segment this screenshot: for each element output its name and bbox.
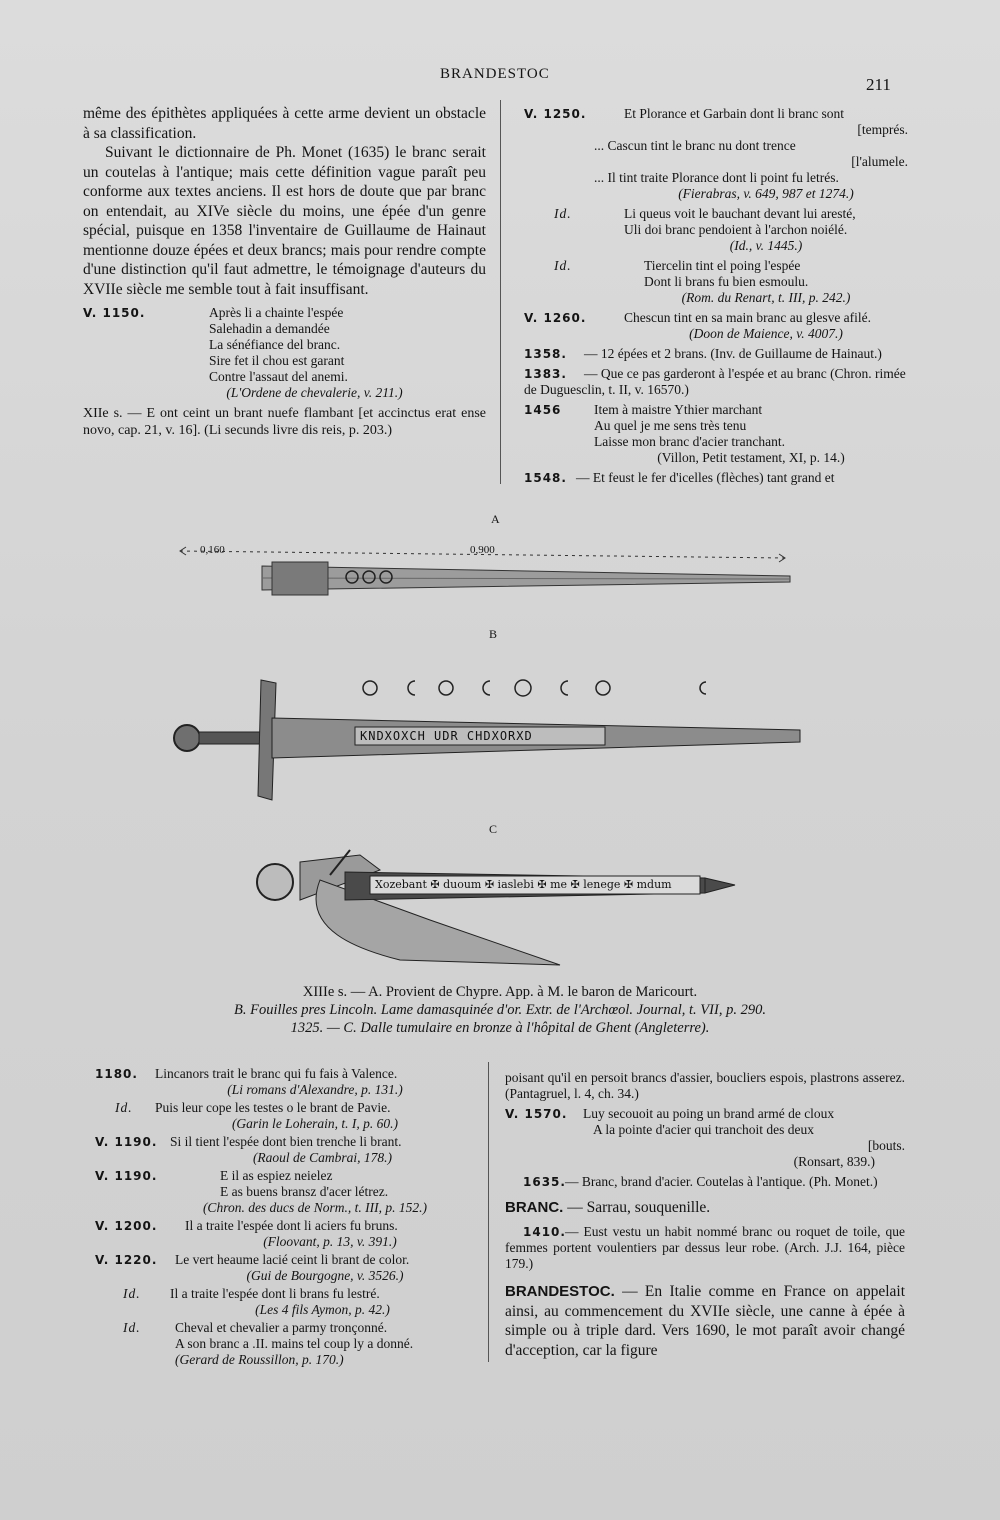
verse-line: Luy secouoit au poing un brand armé de cloux bbox=[583, 1106, 835, 1121]
figure-caption: 1325. — C. Dalle tumulaire en bronze à l'hôpital de Ghent (Angleterre). bbox=[290, 1020, 710, 1036]
ornament-circle bbox=[596, 681, 610, 695]
scale-label-right: 0,900 bbox=[470, 544, 495, 556]
verse-line: [temprés. bbox=[857, 122, 908, 137]
verse-line: E il as espiez neielez bbox=[220, 1168, 333, 1183]
entry-source: (Gerard de Roussillon, p. 170.) bbox=[175, 1352, 344, 1367]
entry-date: Id. bbox=[554, 206, 572, 221]
verse-entry bbox=[95, 1286, 475, 1318]
verse-line: ... Cascun tint le branc nu dont trence bbox=[594, 138, 796, 153]
entry-source: (Garin le Loherain, t. I, p. 60.) bbox=[231, 1116, 399, 1131]
verse-entry bbox=[505, 1174, 905, 1190]
dictionary-entry bbox=[505, 1282, 905, 1360]
verse-entry bbox=[505, 1224, 905, 1272]
entry-date: 1180. bbox=[95, 1067, 138, 1081]
entry-source: (L'Ordene de chevalerie, v. 211.) bbox=[226, 385, 403, 400]
running-title: BRANDESTOC bbox=[440, 66, 550, 82]
entry-date: 1456 bbox=[524, 403, 562, 417]
entry-date: 1358. bbox=[524, 347, 567, 361]
sword-c-tip bbox=[705, 878, 735, 893]
bottom-right-column bbox=[505, 1070, 905, 1360]
entry-date: 1548. bbox=[524, 471, 567, 485]
sword-c-pommel bbox=[257, 864, 293, 900]
verse-line: Chescun tint en sa main branc au glesve afilé. bbox=[624, 310, 872, 325]
entry-date: 1635. bbox=[523, 1175, 566, 1189]
entry-source: (Fierabras, v. 649, 987 et 1274.) bbox=[678, 186, 854, 201]
entry-date: V. 1150. bbox=[83, 306, 146, 320]
entry-text: — Branc, brand d'acier. Coutelas à l'antique. (Ph. Monet.) bbox=[565, 1174, 878, 1189]
ornament-circle bbox=[363, 681, 377, 695]
verse-line: Lincanors trait le branc qui fu fais à Valence. bbox=[155, 1066, 398, 1081]
entry-date: Id. bbox=[554, 258, 572, 273]
entry-date: 1383. bbox=[524, 367, 567, 381]
verse-line: Uli doi branc pendoient à l'archon noiélé. bbox=[624, 222, 848, 237]
entry-date: V. 1570. bbox=[505, 1107, 568, 1121]
verse-line: E as buens bransz d'acer létrez. bbox=[220, 1184, 389, 1199]
entry-text: — 12 épées et 2 brans. (Inv. de Guillaume de Hainaut.) bbox=[584, 346, 882, 361]
verse-line: Au quel je me sens très tenu bbox=[594, 418, 747, 433]
sword-b-pommel bbox=[174, 725, 200, 751]
entry-date: Id. bbox=[123, 1320, 141, 1335]
entry-source: (Id., v. 1445.) bbox=[729, 238, 803, 253]
entry-date: V. 1190. bbox=[95, 1169, 158, 1183]
dictionary-entry bbox=[505, 1200, 905, 1216]
ornament-crescent bbox=[700, 682, 706, 694]
entry-date: Id. bbox=[115, 1100, 133, 1115]
paragraph: même des épithètes appliquées à cette arme devient un obstacle à sa classification. bbox=[83, 105, 486, 142]
verse-line: A la pointe d'acier qui tranchoit des deux bbox=[593, 1122, 814, 1137]
verse-line: Sire fet il chou est garant bbox=[209, 353, 345, 368]
entry-source: (Doon de Maience, v. 4007.) bbox=[689, 326, 843, 341]
ornament-crescent bbox=[408, 681, 415, 695]
verse-line: Si il tient l'espée dont bien trenche li brant. bbox=[170, 1134, 402, 1149]
entry-source: (Chron. des ducs de Norm., t. III, p. 152.) bbox=[202, 1200, 428, 1215]
verse-entry bbox=[95, 1134, 475, 1166]
entry-date: V. 1250. bbox=[524, 107, 587, 121]
ornament-circle bbox=[439, 681, 453, 695]
verse-line: [bouts. bbox=[867, 1138, 905, 1153]
entry-text: XIIe s. — E ont ceint un brant nuefe flambant [et accinctus erat ense novo, cap. 21, v. 16]. (Li secunds livre dis reis, p. 203.) bbox=[83, 406, 486, 438]
sword-b-ornament-row bbox=[363, 680, 706, 696]
entry-source: (Rom. du Renart, t. III, p. 242.) bbox=[681, 290, 851, 305]
verse-entry bbox=[95, 1320, 475, 1368]
ornament-knot bbox=[515, 680, 531, 696]
verse-line: Laisse mon branc d'acier tranchant. bbox=[594, 434, 785, 449]
entry-date: 1410. bbox=[523, 1225, 566, 1239]
sword-a-hilt bbox=[272, 562, 328, 595]
entry-source: (Floovant, p. 13, v. 391.) bbox=[263, 1234, 397, 1249]
verse-line: Le vert heaume lacié ceint li brant de color. bbox=[175, 1252, 410, 1267]
entry-source: (Les 4 fils Aymon, p. 42.) bbox=[255, 1302, 390, 1317]
verse-entry bbox=[95, 1100, 475, 1132]
sword-b-grip bbox=[199, 732, 261, 744]
bottom-left-column bbox=[95, 1066, 475, 1368]
verse-line: Dont li brans fu bien esmoulu. bbox=[644, 274, 809, 289]
verse-line: Contre l'assaut del anemi. bbox=[209, 369, 348, 384]
figure-label-a: A bbox=[491, 512, 500, 526]
entry-date: V. 1190. bbox=[95, 1135, 158, 1149]
verse-line: Et Plorance et Garbain dont li branc sont bbox=[624, 106, 845, 121]
verse-entry bbox=[95, 1168, 475, 1216]
entry-text: — Que ce pas garderont à l'espée et au branc (Chron. rimée de Duguesclin, t. II, v. 16570.) bbox=[524, 366, 906, 397]
entry-date: V. 1200. bbox=[95, 1219, 158, 1233]
sword-a bbox=[262, 562, 790, 595]
verse-line: ... Il tint traite Plorance dont li point fu letrés. bbox=[594, 170, 839, 185]
verse-line: Item à maistre Ythier marchant bbox=[594, 402, 763, 417]
entry-date: V. 1260. bbox=[524, 311, 587, 325]
ornament-crescent bbox=[483, 681, 490, 695]
sword-b-inscription: KNDXOXCH UDR CHDXORXD bbox=[360, 729, 533, 743]
verse-line: A son branc a .II. mains tel coup ly a donné. bbox=[175, 1336, 414, 1351]
verse-line: La sénéfiance del branc. bbox=[209, 337, 341, 352]
verse-line: Li queus voit le bauchant devant lui aresté, bbox=[624, 206, 856, 221]
figure-caption: B. Fouilles pres Lincoln. Lame damasquinée d'or. Extr. de l'Archœol. Journal, t. VII, p. 290. bbox=[234, 1002, 766, 1018]
verse-entry bbox=[505, 1106, 905, 1170]
verse-line: Puis leur cope les testes o le brant de Pavie. bbox=[155, 1100, 391, 1115]
verse-entry bbox=[95, 1066, 475, 1098]
verse-entry bbox=[95, 1252, 475, 1284]
verse-line: Salehadin a demandée bbox=[209, 321, 330, 336]
entry-date: Id. bbox=[123, 1286, 141, 1301]
definition: — En Italie comme en France on appelait ainsi, au commencement du XVIIe siècle, une canne à épée à simple ou à triple dard. Vers 1690, le mot paraît avoir changé d'acception, car la figure bbox=[505, 1283, 905, 1359]
entry-text: — Eust vestu un habit nommé branc ou roquet de toile, que femmes portent voulentiers par dessus leur robe. (Arch. J.J. 164, pièce 179.) bbox=[505, 1224, 905, 1271]
figure-caption: XIIIe s. — A. Provient de Chypre. App. à M. le baron de Maricourt. bbox=[302, 984, 698, 1000]
page-number: 211 bbox=[866, 75, 891, 94]
figure-label-c: C bbox=[489, 822, 498, 836]
scale-line bbox=[180, 551, 785, 558]
entry-source: (Li romans d'Alexandre, p. 131.) bbox=[227, 1082, 403, 1097]
entry-source: (Villon, Petit testament, XI, p. 14.) bbox=[657, 450, 845, 465]
ornament-crescent bbox=[561, 681, 568, 695]
sword-c-inscription: Xozebant ✠ duoum ✠ iaslebi ✠ me ✠ lenege ✠ mdum bbox=[375, 878, 672, 891]
entry-source: (Ronsart, 839.) bbox=[793, 1154, 875, 1169]
entry-date: V. 1220. bbox=[95, 1253, 158, 1267]
verse-line: Il a traite l'espée dont li brans fu lestré. bbox=[170, 1286, 380, 1301]
scale-label-left: 0,160 bbox=[200, 544, 225, 556]
verse-line: Il a traite l'espée dont li aciers fu bruns. bbox=[185, 1218, 398, 1233]
headword: BRANDESTOC. bbox=[505, 1283, 615, 1300]
verse-line: [l'alumele. bbox=[851, 154, 908, 169]
sword-c bbox=[257, 850, 735, 965]
verse-line: Tiercelin tint el poing l'espée bbox=[644, 258, 801, 273]
definition: — Sarrau, souquenille. bbox=[567, 1199, 711, 1216]
paragraph: Suivant le dictionnaire de Ph. Monet (1635) le branc serait un coutelas à l'antique; mais cette définition vague paraît peu conforme aux textes anciens. Il est hors de doute que par branc on entendait, au XIVe siècle du moins, une épée d'un genre spécial, puisque en 1358 l'inventaire de Guillaume de Hainaut mentionne douze épées et deux brancs; mais pour rendre compte d'une distinction qu'il faut admettre, le témoignage d'auteurs du XVIIe siècle me semble tout à fait insuffisant. bbox=[83, 144, 486, 298]
figure-label-b: B bbox=[489, 627, 498, 641]
entry-source: (Gui de Bourgogne, v. 3526.) bbox=[246, 1268, 404, 1283]
entry-text: — Et feust le fer d'icelles (flèches) tant grand et bbox=[576, 470, 835, 485]
verse-line: Cheval et chevalier a parmy tronçonné. bbox=[175, 1320, 388, 1335]
entry-source: (Raoul de Cambrai, 178.) bbox=[252, 1150, 393, 1165]
headword: BRANC. bbox=[505, 1199, 564, 1216]
verse-entry bbox=[95, 1218, 475, 1250]
verse-line: Après li a chainte l'espée bbox=[209, 305, 344, 320]
column-rule-bottom bbox=[488, 1062, 489, 1362]
entry-text: poisant qu'il en persoit brancs d'assier, boucliers espois, plastrons asserez. (Pantagruel, l. 4, ch. 34.) bbox=[505, 1070, 905, 1101]
